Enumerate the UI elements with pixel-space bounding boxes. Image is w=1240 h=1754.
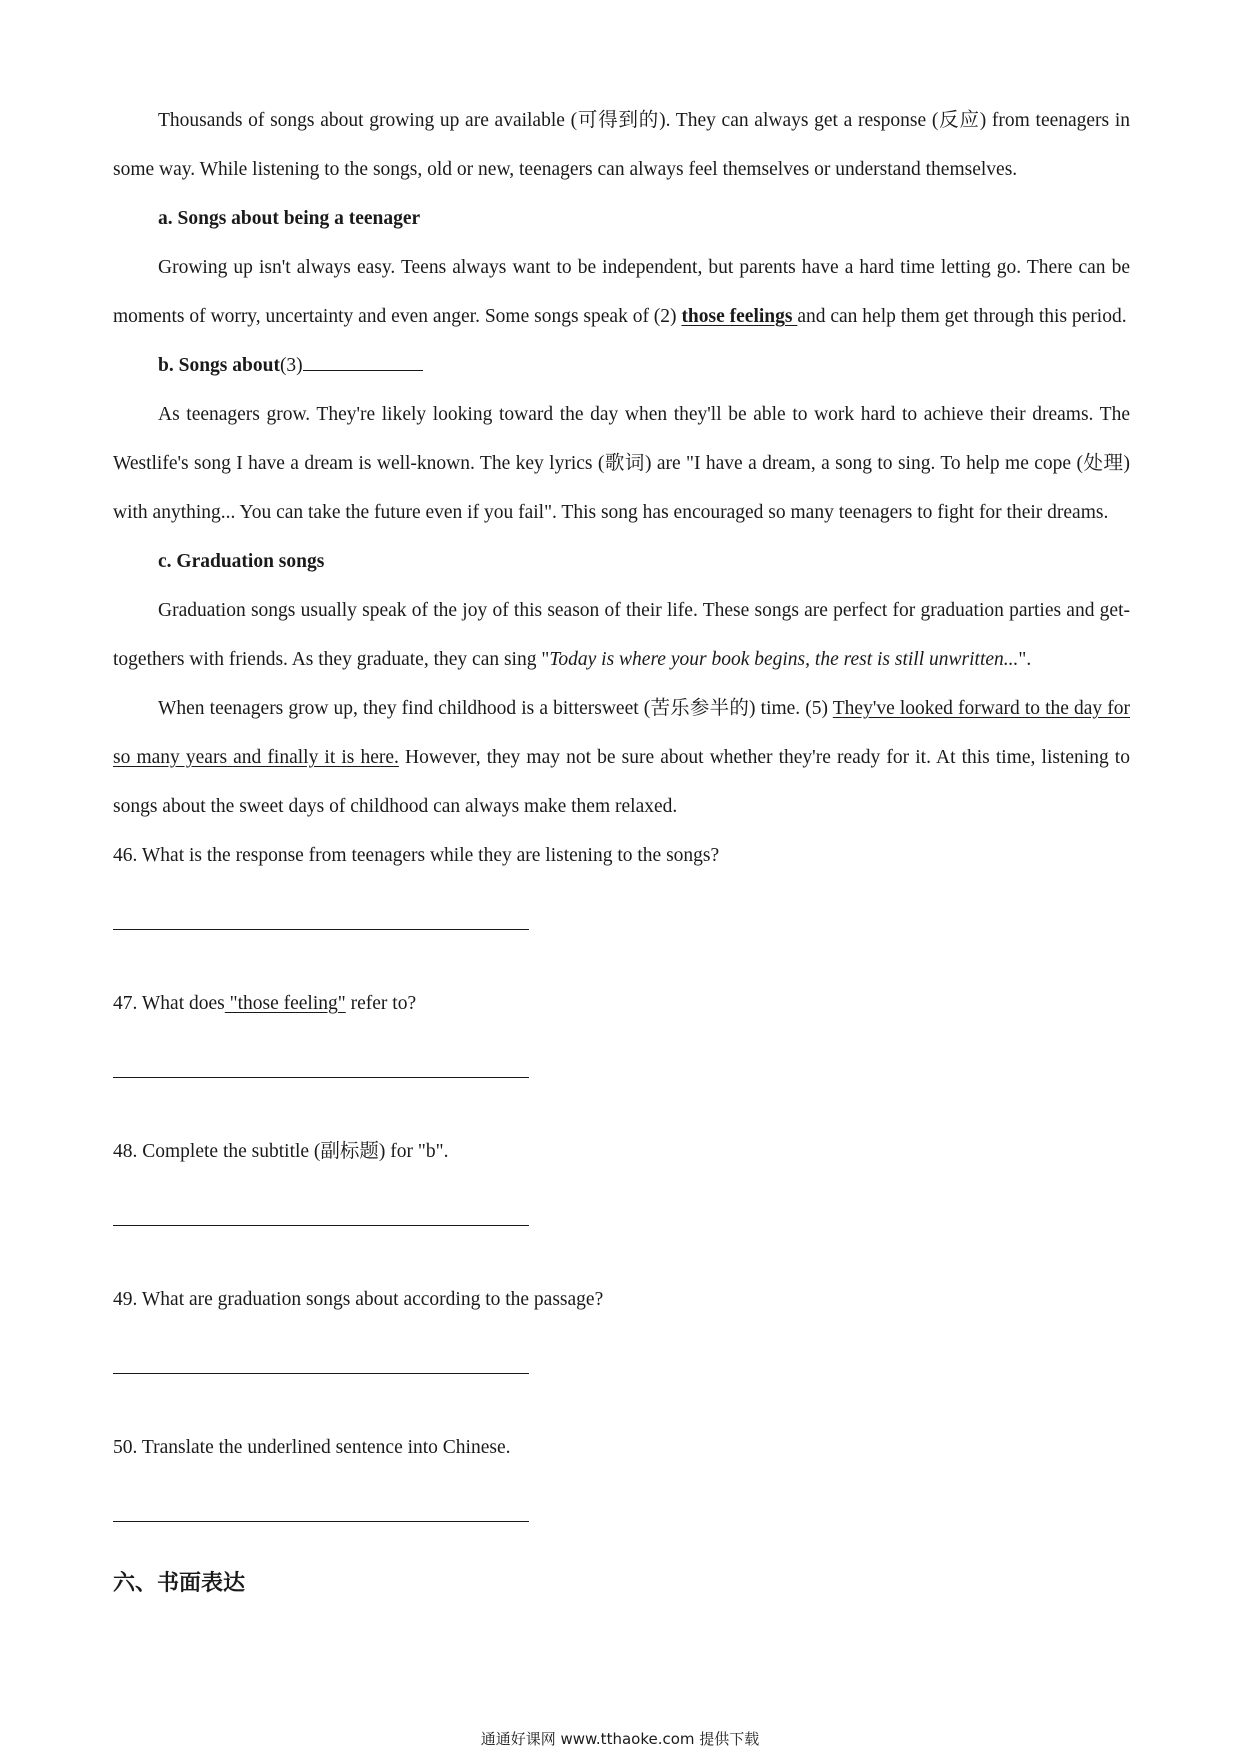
lyric-quote: Today is where your book begins, the rest is still unwritten... (549, 649, 1019, 670)
question-48: 48. Complete the subtitle (副标题) for "b". (113, 1141, 449, 1162)
subheading-c: c. Graduation songs (158, 551, 325, 572)
paragraph-a: Growing up isn't always easy. Teens always want to be independent, but parents have a hard time letting go. There can be moments of worry, uncertainty and even anger. Some songs speak of (2) those feelings and can help them get through this period. (113, 257, 1130, 327)
answer-line-48[interactable] (113, 1176, 529, 1226)
subheading-a: a. Songs about being a teenager (158, 208, 421, 229)
blank-number: (3) (279, 355, 303, 376)
underlined-sentence: They've looked forward to the day for so many years and finally it is here. (113, 698, 1130, 768)
closing-paragraph: When teenagers grow up, they find childhood is a bittersweet (苦乐参半的) time. (5) They've looked forward to the day for so many years and finally it is here. However, they may not be sure about whether they're ready for it. At this time, listening to songs about the sweet days of childhood can always make them relaxed. (113, 698, 1130, 817)
paragraph-c: Graduation songs usually speak of the joy of this season of their life. These songs are perfect for graduation parties and get-togethers with friends. As they graduate, they can sing "Today is where your book begins, the rest is still unwritten...". (113, 600, 1130, 670)
question-50: 50. Translate the underlined sentence into Chinese. (113, 1437, 511, 1458)
intro-paragraph: Thousands of songs about growing up are available (可得到的). They can always get a response (反应) from teenagers in some way. While listening to the songs, old or new, teenagers can always feel themselves or understand themselves. (113, 110, 1130, 180)
section-heading-writing: 六、书面表达 (113, 1571, 246, 1596)
subheading-b: b. Songs about(3) (113, 341, 1130, 390)
highlight-those-feelings: those feelings (681, 306, 798, 327)
paragraph-b: As teenagers grow. They're likely looking toward the day when they'll be able to work hard to achieve their dreams. The Westlife's song I have a dream is well-known. The key lyrics (歌词) are "I have a dream, a song to sing. To help me cope (处理) with anything... You can take the future even if you fail". This song has encouraged so many teenagers to fight for their dreams. (113, 404, 1130, 523)
page-footer: 通通好课网 www.tthaoke.com 提供下载 (480, 1730, 760, 1748)
answer-line-50[interactable] (113, 1472, 529, 1522)
answer-line-46[interactable] (113, 880, 529, 930)
passage-content (113, 96, 1130, 1522)
subtitle-blank (303, 352, 423, 371)
answer-line-47[interactable] (113, 1028, 529, 1078)
question-47: 47. What does "those feeling" refer to? (113, 993, 417, 1014)
question-49: 49. What are graduation songs about according to the passage? (113, 1289, 604, 1310)
answer-line-49[interactable] (113, 1324, 529, 1374)
question-46: 46. What is the response from teenagers while they are listening to the songs? (113, 845, 720, 866)
